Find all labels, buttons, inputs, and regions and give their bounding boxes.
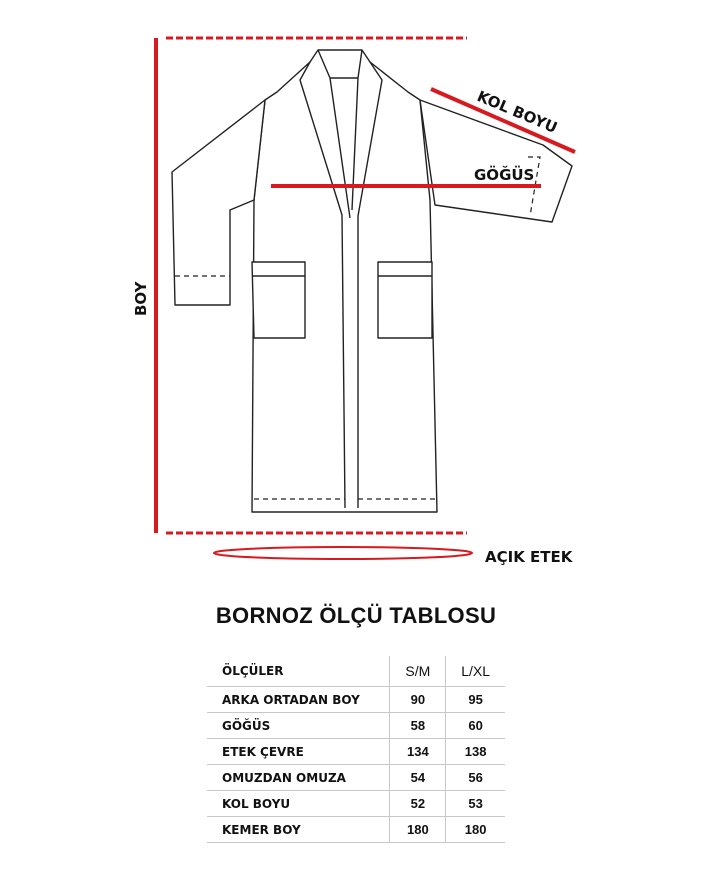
table-row [207,791,505,817]
value-lxl: 60 [446,713,505,739]
gogus-label: GÖĞÜS [474,166,535,184]
header-measurements: ÖLÇÜLER [207,656,390,687]
row-label: ARKA ORTADAN BOY [207,687,390,713]
value-lxl: 95 [446,687,505,713]
header-size-lxl: L/XL [446,656,505,687]
table-row [207,739,505,765]
value-lxl: 56 [446,765,505,791]
row-label: OMUZDAN OMUZA [207,765,390,791]
table-row [207,687,505,713]
value-lxl: 138 [446,739,505,765]
header-size-sm: S/M [390,656,446,687]
size-chart-table [207,656,505,843]
right-pocket [378,262,432,338]
table-header-row [207,656,505,687]
left-sleeve [172,100,265,305]
value-sm: 54 [390,765,446,791]
value-lxl: 53 [446,791,505,817]
value-lxl: 180 [446,817,505,843]
value-sm: 180 [390,817,446,843]
value-sm: 90 [390,687,446,713]
value-sm: 52 [390,791,446,817]
table-row [207,713,505,739]
value-sm: 58 [390,713,446,739]
size-chart-title: BORNOZ ÖLÇÜ TABLOSU [215,603,497,628]
kol-boyu-label: KOL BOYU [474,87,560,137]
row-label: KEMER BOY [207,817,390,843]
table-row [207,817,505,843]
acik-etek-label: AÇIK ETEK [485,548,573,566]
row-label: GÖĞÜS [207,713,390,739]
row-label: KOL BOYU [207,791,390,817]
acik-etek-ellipse [214,547,472,559]
boy-label: BOY [132,281,150,316]
left-pocket [252,262,305,338]
row-label: ETEK ÇEVRE [207,739,390,765]
table-row [207,765,505,791]
value-sm: 134 [390,739,446,765]
